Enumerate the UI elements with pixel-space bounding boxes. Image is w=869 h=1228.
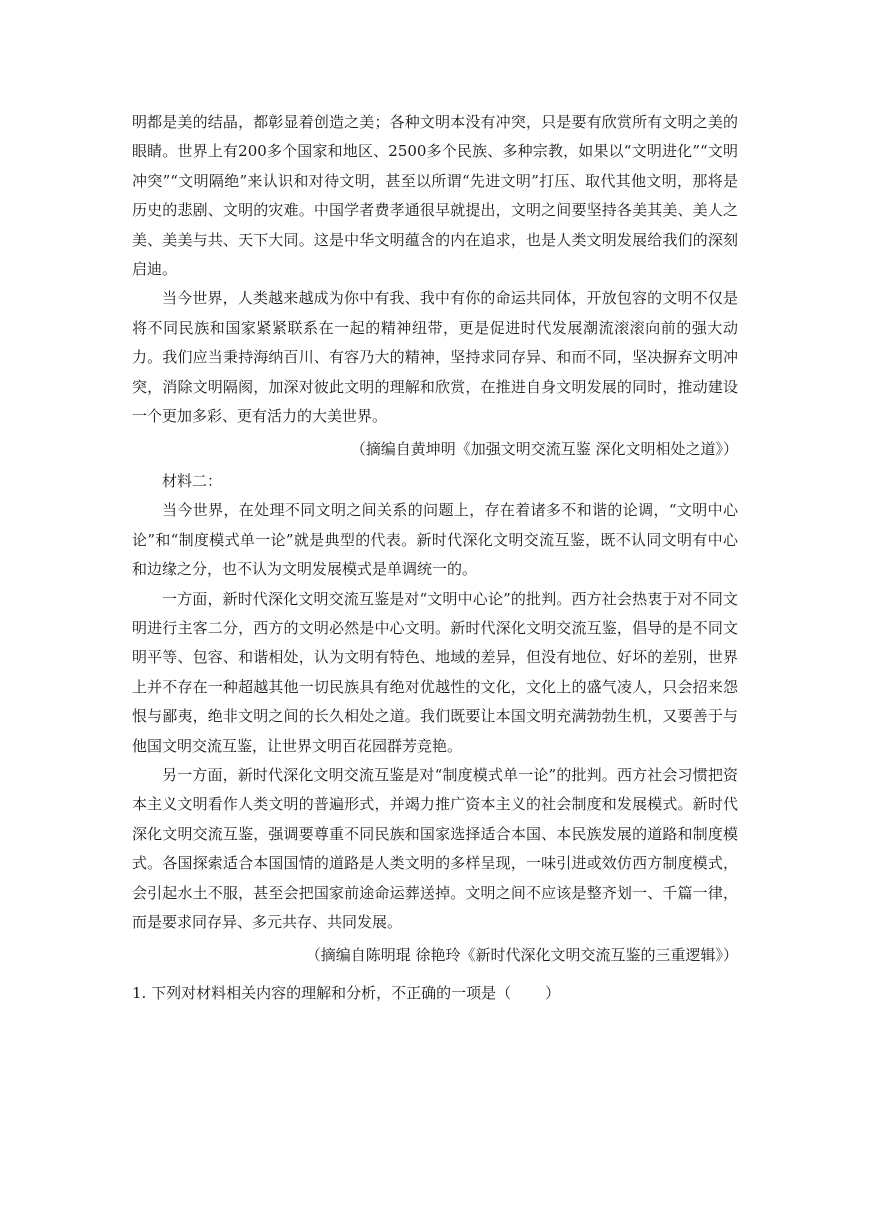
question-number: 1. (132, 983, 147, 1002)
question-1 (132, 979, 738, 1008)
material-two-paragraph-2: 一方面，新时代深化文明交流互鉴是对“文明中心论”的批判。西方社会热衷于对不同文明进行主客二分，西方的文明必然是中心文明。新时代深化文明交流互鉴，倡导的是不同文明平等、包容、和谐相处，认为文明有特色、地域的差异，但没有地位、好坏的差别，世界上并不存在一种超越其他一切民族具有绝对优越性的文化，文化上的盛气凌人，只会招来怨恨与鄙夷，绝非文明之间的长久相处之道。我们既要让本国文明充满勃勃生机，又要善于与他国文明交流互鉴，让世界文明百花园群芳竞艳。 (132, 589, 738, 755)
material-one-source: （摘编自黄坤明《加强文明交流互鉴 深化文明相处之道》） (350, 440, 738, 459)
material-one-paragraph-2: 当今世界，人类越来越成为你中有我、我中有你的命运共同体，开放包容的文明不仅是将不同民族和国家紧紧联系在一起的精神纽带，更是促进时代发展潮流滚滚向前的强大动力。我们应当秉持海纳百川、有容乃大的精神，坚持求同存异、和而不同，坚决摒弃文明冲突，消除文明隔阂，加深对彼此文明的理解和欣赏，在推进自身文明发展的同时，推动建设一个更加多彩、更有活力的大美世界。 (132, 289, 738, 426)
material-two-source: （摘编自陈明琨 徐艳玲《新时代深化文明交流互鉴的三重逻辑》） (305, 946, 738, 965)
material-two-paragraph-1: 当今世界，在处理不同文明之间关系的问题上，存在着诸多不和谐的论调，“文明中心论”和“制度模式单一论”就是典型的代表。新时代深化文明交流互鉴，既不认同文明有中心和边缘之分，也不认为文明发展模式是单调统一的。 (132, 501, 738, 579)
material-two-label: 材料二： (162, 471, 223, 490)
document-page (132, 108, 738, 1008)
question-close-paren: ） (545, 983, 561, 1002)
material-one-paragraph-1: 明都是美的结晶，都彰显着创造之美；各种文明本没有冲突，只是要有欣赏所有文明之美的眼睛。世界上有200多个国家和地区、2500多个民族、多种宗教，如果以“文明进化”“文明冲突”“文明隔绝”来认识和对待文明，甚至以所谓“先进文明”打压、取代其他文明，那将是历史的悲剧、文明的灾难。中国学者费孝通很早就提出，文明之间要坚持各美其美、美人之美、美美与共、天下大同。这是中华文明蕴含的内在追求，也是人类文明发展给我们的深刻启迪。 (132, 113, 738, 279)
question-text: 下列对材料相关内容的理解和分析，不正确的一项是（ (151, 983, 512, 1002)
material-two-paragraph-3: 另一方面，新时代深化文明交流互鉴是对“制度模式单一论”的批判。西方社会习惯把资本主义文明看作人类文明的普遍形式，并竭力推广资本主义的社会制度和发展模式。新时代深化文明交流互鉴，强调要尊重不同民族和国家选择适合本国、本民族发展的道路和制度模式。各国探索适合本国国情的道路是人类文明的多样呈现，一味引进或效仿西方制度模式，会引起水土不服，甚至会把国家前途命运葬送掉。文明之间不应该是整齐划一、千篇一律，而是要求同存异、多元共存、共同发展。 (132, 765, 738, 931)
